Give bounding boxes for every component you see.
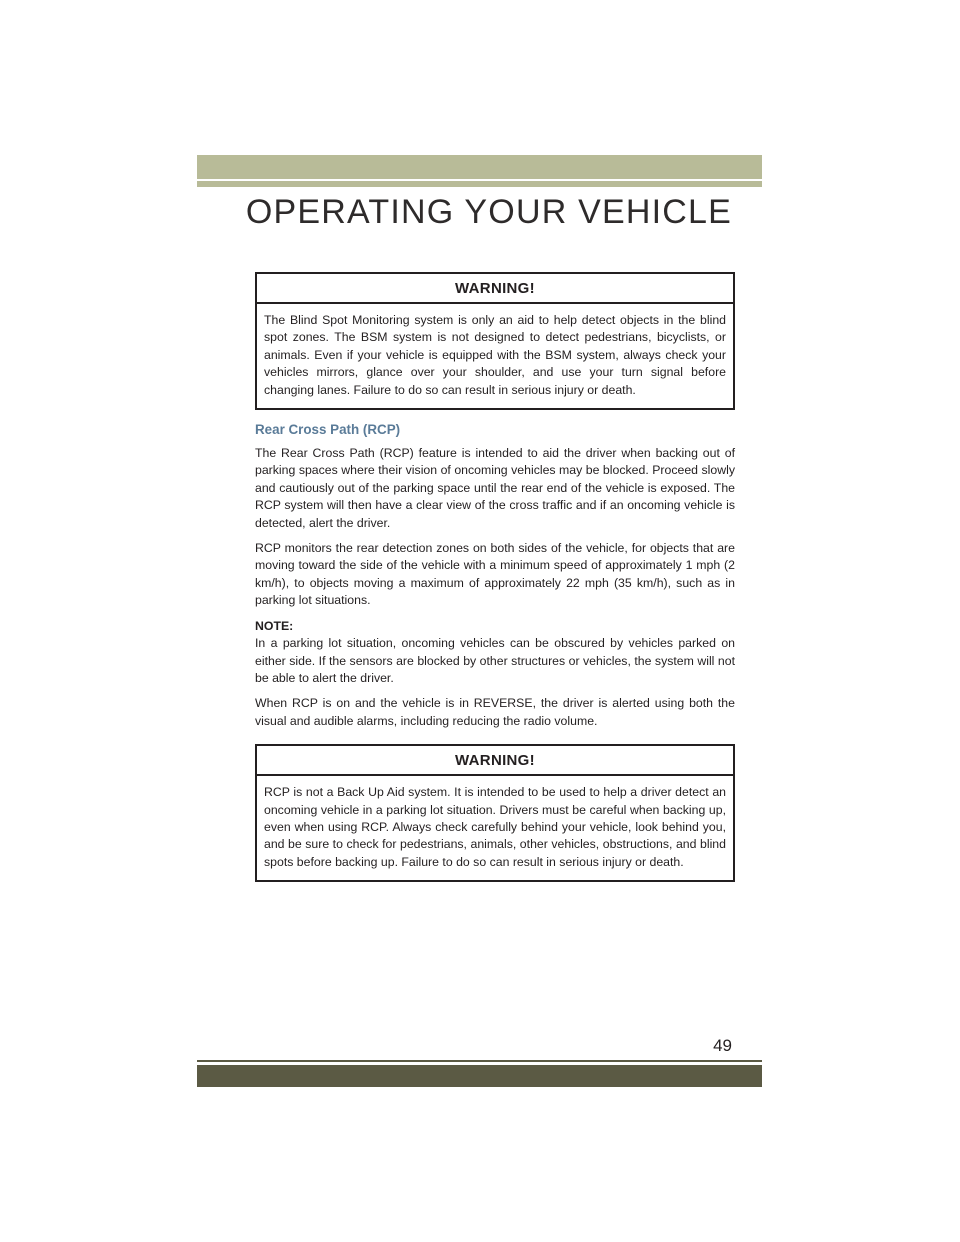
warning-title: WARNING! [257,274,733,304]
warning-text: The Blind Spot Monitoring system is only an aid to help detect objects in the blind spot zones. The BSM system is not designed to detect pedestrians, bicyclists, or animals. Even if your vehicle is equipped with the BSM system, always check your vehicles mirrors, glance over your shoulder, and use your turn signal before changing lanes. Failure to do so can result in serious injury or death. [264,313,726,397]
warning-title: WARNING! [257,746,733,776]
warning-box-bsm [255,272,735,410]
rcp-paragraph-3: When RCP is on and the vehicle is in REVERSE, the driver is alerted using both the visual and audible alarms, including reducing the radio volume. [255,696,735,728]
footer-rule [197,1060,762,1062]
rcp-paragraph-2: RCP monitors the rear detection zones on both sides of the vehicle, for objects that are moving toward the side of the vehicle with a minimum speed of approximately 1 mph (2 km/h), to objects moving a maximum of approximately 22 mph (35 km/h), such as in parking lot situations. [255,541,735,608]
header-rule [197,181,762,187]
warning-box-rcp [255,744,735,882]
page-number: 49 [713,1036,732,1055]
footer-band [197,1065,762,1087]
warning-text: RCP is not a Back Up Aid system. It is intended to be used to help a driver detect an oncoming vehicle in a parking lot situation. Drivers must be careful when backing up, even when using RCP. Always check carefully behind your vehicle, look behind you, and be sure to check for pedestrians, animals, other vehicles, obstructions, and blind spots before backing up. Failure to do so can result in serious injury or death. [264,785,726,869]
page-content [255,272,735,894]
note-label: NOTE: [255,618,294,633]
rcp-paragraph-1: The Rear Cross Path (RCP) feature is intended to aid the driver when backing out of parking spaces where their vision of oncoming vehicles may be blocked. Proceed slowly and cautiously out of the parking space until the rear end of the vehicle is exposed. The RCP system will then have a clear view of the cross traffic and if an oncoming vehicle is detected, alert the driver. [255,446,735,530]
rcp-heading: Rear Cross Path (RCP) [255,422,401,438]
section-title: OPERATING YOUR VEHICLE [245,193,732,231]
header-band [197,155,762,179]
note-text: In a parking lot situation, oncoming vehicles can be obscured by vehicles parked on either side. If the sensors are blocked by other structures or vehicles, the system will not be able to alert the driver. [255,636,735,685]
